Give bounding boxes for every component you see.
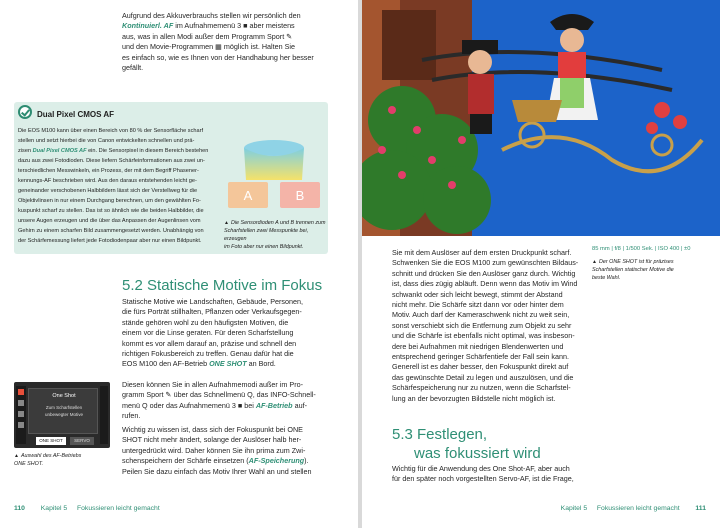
section-p2-line: menü Q oder das Aufnahmemenü 3 ■ bei AF-Betrieb auf-	[122, 400, 307, 410]
drive-mode-icon	[18, 400, 24, 406]
info-line: stellen und setzt hierbei die von Canon entwickelten schnellen und prä-	[18, 138, 195, 144]
info-line: geneinander verschobenen Halbbildern lässt sich der Verstellweg für die	[18, 188, 198, 194]
right-p1-line: das gewünschte Detail zu legen und auszulösen, und die	[392, 372, 574, 382]
right-p1-line: Sie mit dem Auslöser auf dem ersten Druckpunkt scharf.	[392, 248, 572, 257]
info-line: zisen Dual Pixel CMOS AF ein. Die Sensorpixel in diesem Bereich bestehen	[18, 148, 209, 154]
diode-b-label: B	[295, 188, 305, 203]
section-heading-5-3	[392, 425, 541, 463]
page-number-right: 111	[695, 505, 706, 512]
footer-left	[14, 505, 160, 512]
screen-servo-button[interactable]: SERVO	[70, 437, 94, 445]
heading-line-2: was fokussiert wird	[414, 445, 541, 462]
right-p2-line: Wichtig für die Anwendung des One Shot-AF, aber auch	[392, 464, 570, 473]
right-paragraph-1	[392, 248, 588, 404]
section-p1-line: die fürs Porträt stillhalten, Pflanzen oder Verkaufsgegen-	[122, 307, 302, 317]
checkmark-icon	[18, 105, 32, 119]
caption-line: Scharfstellen zwei Messpunkte bei, erzeugen	[224, 228, 309, 242]
caption-line: ONE SHOT.	[14, 461, 44, 467]
right-p1-line: sonst verschiebt sich die Entfernung zum Objekt zu sehr	[392, 320, 572, 330]
info-line: Objektivlinsen in nur einem Durchgang berechnen, um den gewählten Fo-	[18, 198, 201, 204]
screen-left-icons	[16, 386, 26, 444]
page-number-left: 110	[14, 505, 25, 512]
right-p2-line: für den später noch vorgestellten Servo-AF, ist die Frage,	[392, 474, 574, 484]
caption-arrow-icon: ▲	[224, 220, 229, 226]
diode-a-label: A	[243, 188, 253, 203]
right-p1-line: Generell ist es daher besser, den Fokuspunkt direkt auf	[392, 362, 569, 372]
right-p1-line: ist, dass dies zügig abläuft. Denn wenn das Motiv im Wind	[392, 279, 578, 289]
right-p1-line: Motiv. Auch darf der Kameraschwenk nicht zu weit sein,	[392, 310, 570, 320]
window-frame	[382, 10, 436, 80]
caption-line: ▲ Auswahl des AF-Betriebs	[14, 453, 82, 459]
caption-arrow-icon: ▲	[14, 453, 19, 459]
right-p1-line: nicht mehr. Die Schärfe sitzt dann vor oder hinter dem	[392, 300, 564, 310]
caption-line: Scharfstellen statischer Motive die	[592, 267, 674, 273]
section-p1-line: EOS M100 den AF-Betrieb ONE SHOT an Bord.	[122, 359, 276, 369]
section-p1-line: richtigen Fokusbereich zu treffen. Genau dafür hat die	[122, 349, 294, 359]
chapter-title-left: Fokussieren leicht gemacht	[76, 505, 160, 512]
right-p1-line: Schwenken Sie die EOS M100 zum gewünschten Bildaus-	[392, 258, 579, 268]
screen-subtitle-2: unbewegter Motive	[44, 412, 84, 417]
section-paragraph-3	[122, 425, 340, 477]
heading-line-1: 5.3 Festlegen,	[392, 426, 488, 443]
screen-caption	[14, 452, 114, 468]
info-line: Gehirn zu einem scharfen Bild zusammengesetzt werden. Unabhängig von	[18, 228, 204, 234]
section-p3-line: SHOT nicht mehr ändert, solange der Auslöser halb her-	[122, 435, 302, 445]
dual-pixel-diagram	[222, 134, 326, 216]
screen-subtitle-1: Zum Scharfstellen	[45, 405, 83, 410]
intro-paragraph	[122, 11, 340, 73]
intro-line: gefällt.	[122, 63, 144, 73]
section-p2-line: Diesen können Sie in allen Aufnahmemodi außer im Pro-	[122, 380, 303, 389]
right-p1-line: schnitt und drücken Sie den Auslöser ganz durch. Wichtig	[392, 268, 576, 278]
intro-line: und den Movie-Programmen ▦ möglich ist. Halten Sie	[122, 42, 295, 52]
screen-title: One Shot	[52, 393, 76, 399]
intro-line: es einfach so, wie es Ihnen von der Handhabung her besser	[122, 52, 314, 62]
caption-line: beste Wahl.	[592, 275, 621, 281]
section-p3-line: untergedrückt wird. Daher können Sie ihn prima zum Zwi-	[122, 445, 306, 455]
right-p1-line: Schärfespeicherung nur zu nutzen, wenn die Scharfstel-	[392, 383, 571, 393]
metering-icon	[18, 411, 24, 417]
screen-right-strip	[100, 386, 108, 444]
info-line: unsere Augen erzeugen und die über das Anpassen der Augenlinsen vom	[18, 218, 201, 224]
photo-caption	[592, 258, 718, 282]
caption-arrow-icon: ▲	[592, 259, 597, 265]
right-paragraph-2	[392, 464, 588, 485]
diagram-caption	[224, 219, 330, 251]
right-p1-line: dere bei Aufnahmen mit niedrigen Blendenwerten und	[392, 341, 564, 351]
screen-menu-panel	[28, 388, 98, 434]
caption-line: ▲ Der ONE SHOT ist für präzises	[592, 259, 674, 265]
intro-line: Kontinuierl. AF im Aufnahmemenü 3 ■ aber meistens	[122, 21, 295, 31]
info-line: der Schärfemessung liefert jede Fotodiodenpaar aber nur einen Bildpunkt.	[18, 238, 202, 244]
right-p1-line: lung an der bevorzugten Bildstelle nicht möglich ist.	[392, 393, 556, 403]
info-box-text	[18, 126, 218, 246]
section-p3-line: Peilen Sie dazu einfach das Motiv Ihrer Wahl an und stellen	[122, 466, 312, 476]
info-line: kuspunkt scharf zu stellen. Das ist so ähnlich wie die beiden Halbbilder, die	[18, 208, 204, 214]
chapter-label-left: Kapitel 5	[40, 505, 68, 512]
chapter-label-right: Kapitel 5	[560, 505, 588, 512]
section-p1-line: Statische Motive wie Landschaften, Gebäude, Personen,	[122, 297, 303, 306]
camera-screen	[14, 382, 110, 448]
section-p2-line: rufen.	[122, 411, 141, 421]
section-p1-line: kommt es vor allem darauf an, präzise und schnell den	[122, 338, 297, 348]
info-line: terschiedlichen Messwinkeln, ein Prozess, der mit dem Begriff Phasener-	[18, 168, 199, 174]
right-p1-line: entsprechend geringer Schärfentiefe der Fall sein kann.	[392, 352, 569, 362]
footer-right	[561, 505, 706, 512]
section-p1-line: stände gehören wohl zu den häufigsten Motiven, die	[122, 317, 289, 327]
basket	[512, 100, 562, 122]
quality-icon	[18, 422, 24, 428]
section-paragraph-1	[122, 297, 340, 370]
section-p3-line: schenspeichern der Schärfe einsetzen (AF-Speicherung).	[122, 456, 309, 466]
info-line: kennungs-AF beschrieben wird. Aus den daraus entstehenden leicht ge-	[18, 178, 197, 184]
section-p3-line: Wichtig zu wissen ist, dass sich der Fokuspunkt bei ONE	[122, 425, 303, 434]
screen-one-shot-button[interactable]: ONE SHOT	[36, 437, 66, 445]
caption-line: im Foto aber nur einen Bildpunkt.	[224, 244, 304, 250]
intro-line: aus, was in allen Modi außer dem Programm Sport ✎	[122, 31, 293, 41]
right-p1-line: und die Schärfe ist ebenfalls nicht optimal, was insbeson-	[392, 331, 575, 341]
intro-line: Aufgrund des Akkuverbrauchs stellen wir persönlich den	[122, 11, 301, 20]
section-heading-5-2: 5.2 Statische Motive im Fokus	[122, 277, 323, 294]
section-p2-line: gramm Sport ✎ über das Schnellmenü Q, das INFO-Schnell-	[122, 390, 316, 400]
section-p1-line: einem vor die Linse geraten. Für deren Scharfstellung	[122, 328, 294, 338]
photo-exif: 85 mm | f/8 | 1/500 Sek. | ISO 400 | ±0	[592, 246, 691, 252]
caption-line: ▲ Die Sensordioden A und B trennen zum	[224, 220, 326, 226]
shop-sign-photo	[362, 0, 720, 236]
info-line: dazu aus zwei Fotodioden. Diese liefern Schärfeinformationen aus zwei un-	[18, 158, 205, 164]
info-line: Die EOS M100 kann über einen Bereich von 80 % der Sensorfläche scharf	[18, 128, 204, 134]
chapter-title-right: Fokussieren leicht gemacht	[596, 505, 680, 512]
section-paragraph-2	[122, 380, 340, 422]
left-page	[0, 0, 358, 528]
af-mode-icon	[18, 389, 24, 395]
right-p1-line: schwankt oder sich leicht bewegt, stimmt der Abstand	[392, 289, 563, 299]
info-box-title: Dual Pixel CMOS AF	[37, 110, 115, 119]
